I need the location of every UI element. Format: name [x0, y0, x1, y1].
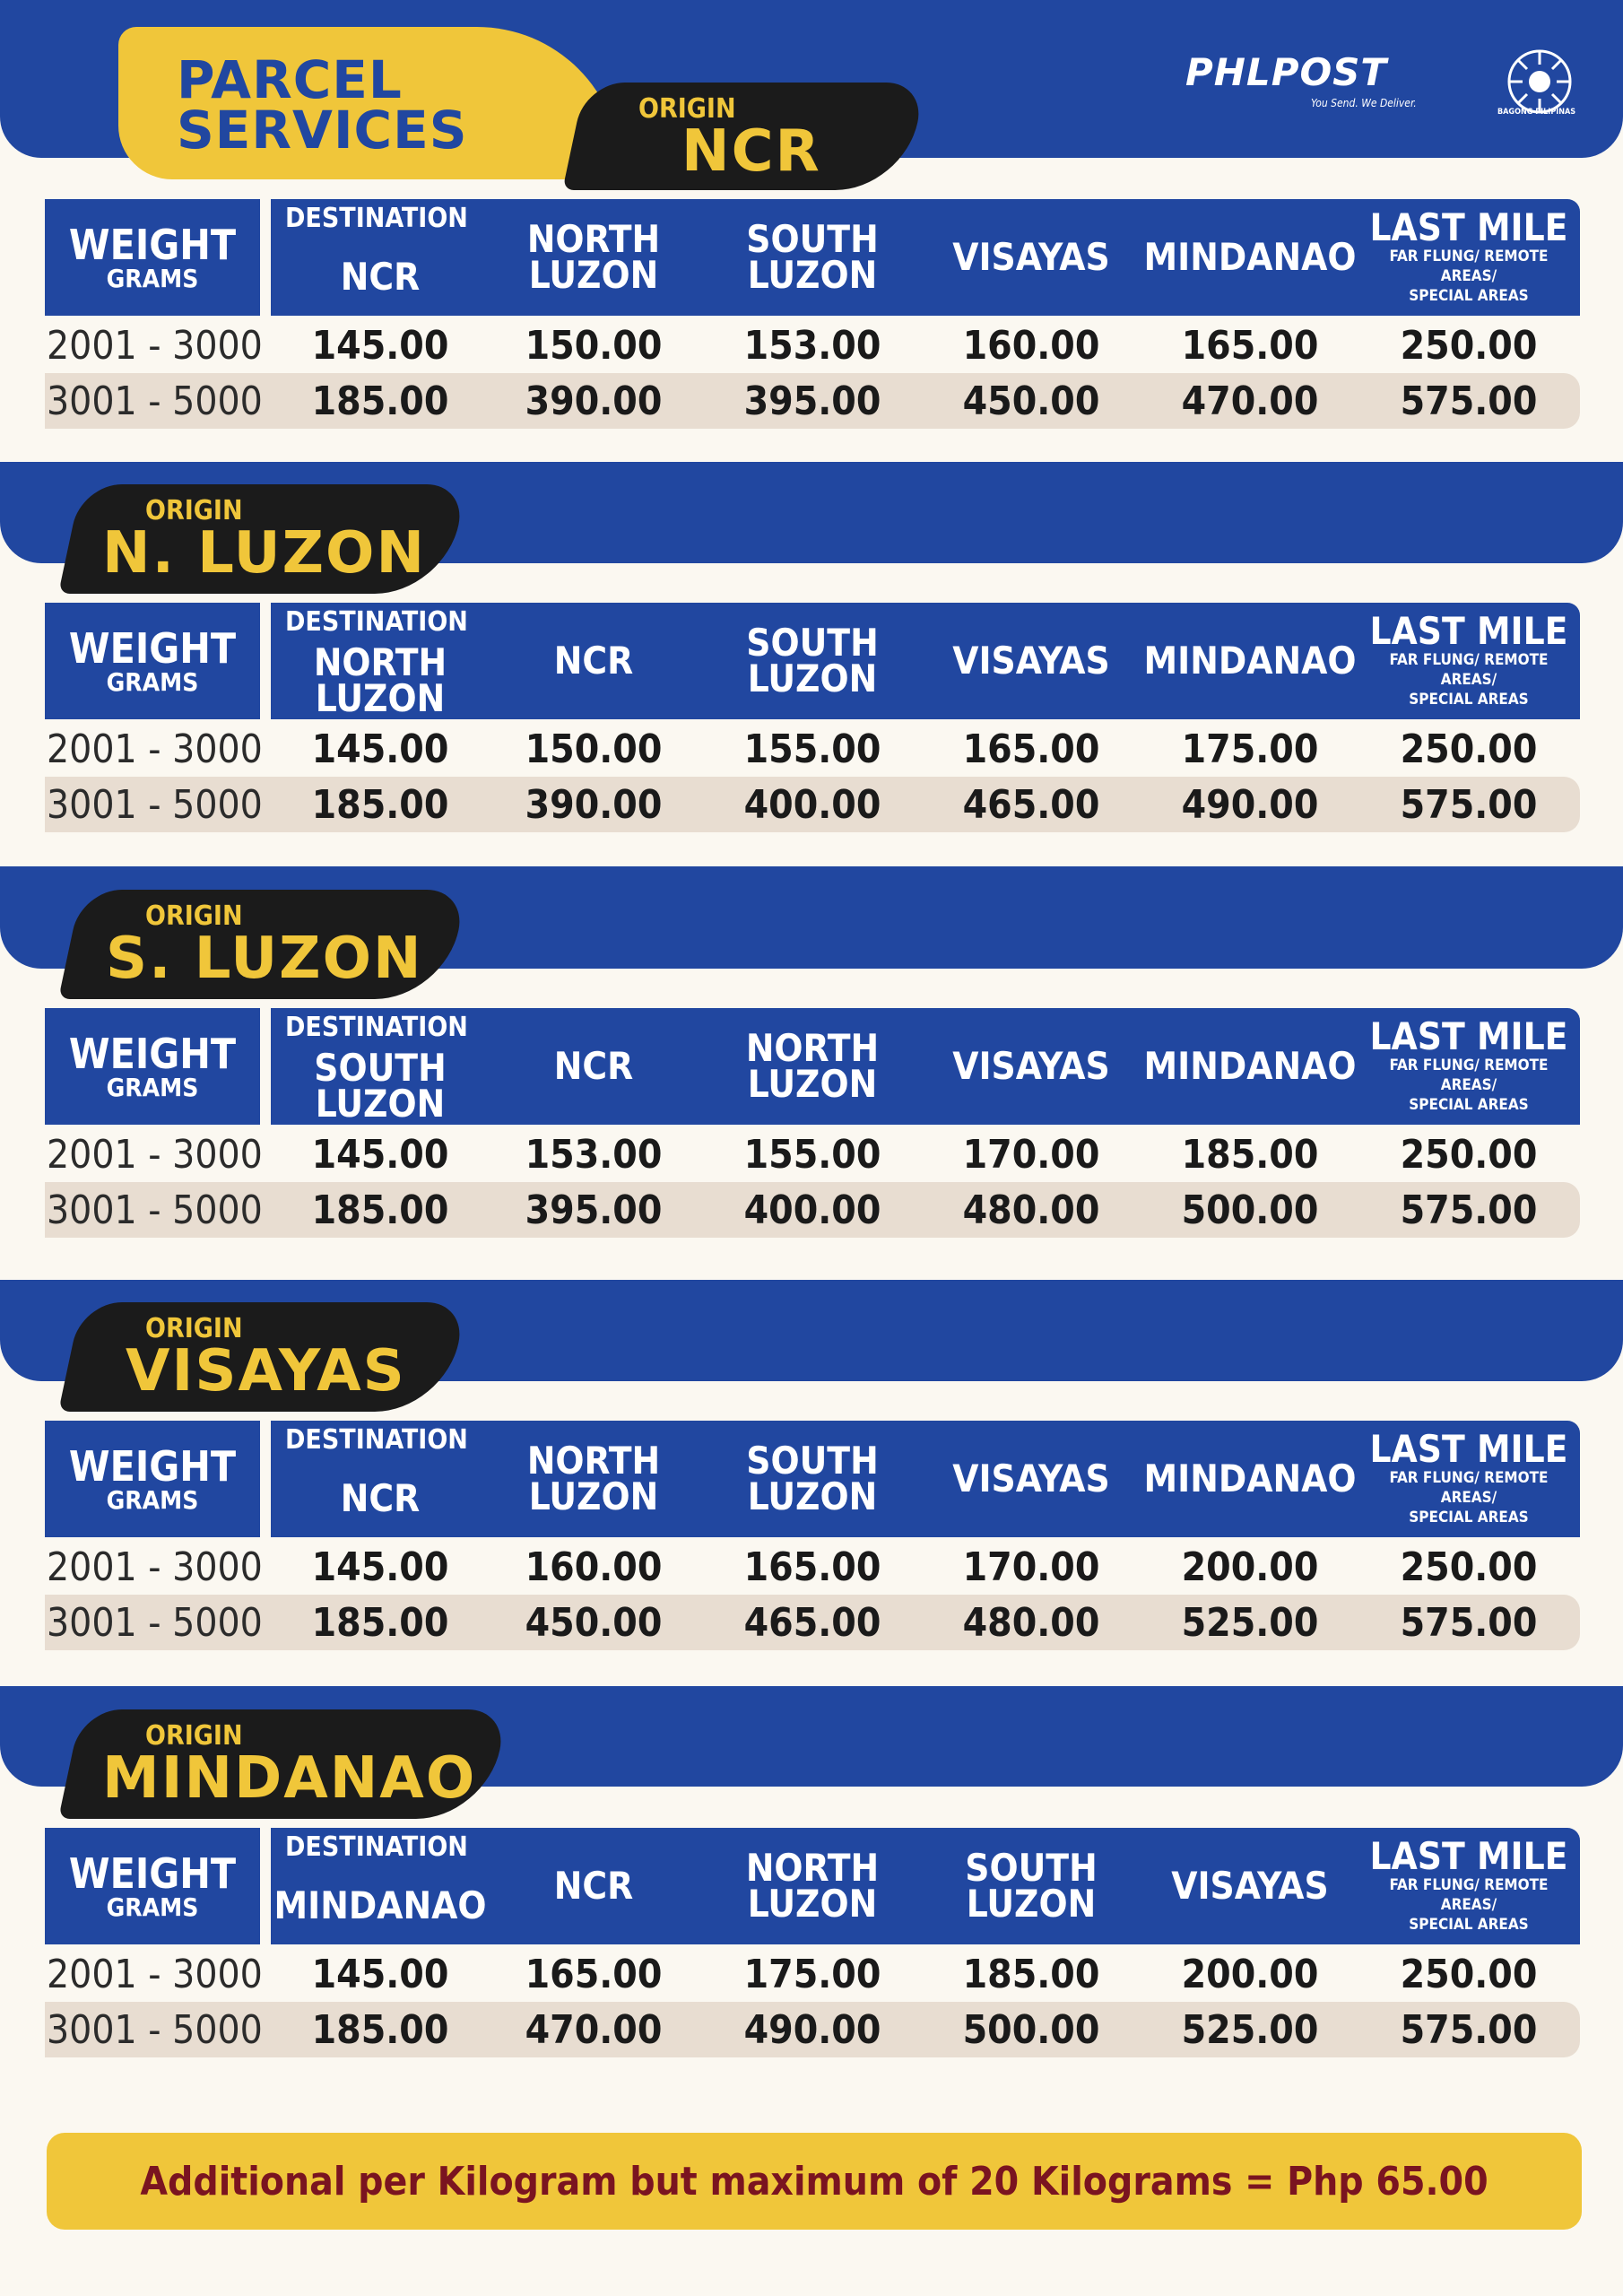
logo-tagline: You Send. We Deliver.: [1311, 97, 1417, 109]
column-header-line: LUZON: [747, 253, 878, 297]
rate-value: 250.00: [1400, 323, 1538, 369]
last-mile-sub-1: FAR FLUNG/ REMOTE AREAS/: [1389, 1876, 1549, 1914]
grams-label: GRAMS: [106, 667, 199, 697]
column-header-line: NCR: [553, 1044, 634, 1088]
rate-value: 525.00: [1181, 2007, 1319, 2053]
rate-value: 185.00: [311, 1600, 449, 1646]
rate-value: 155.00: [743, 1132, 881, 1178]
column-header-line: MINDANAO: [273, 1883, 487, 1927]
last-mile-sub-2: SPECIAL AREAS: [1409, 1096, 1529, 1114]
column-header-line: VISAYAS: [1171, 1864, 1329, 1908]
column-header-line: NCR: [340, 1476, 421, 1520]
column-header-line: SOUTH: [965, 1846, 1098, 1890]
grams-label: GRAMS: [106, 1485, 199, 1515]
weight-range: 3001 - 5000: [47, 782, 263, 828]
rate-value: 155.00: [743, 726, 881, 772]
rate-value: 160.00: [962, 323, 1100, 369]
column-header: [484, 603, 703, 719]
column-header-line: NORTH: [313, 640, 447, 684]
origin-name: VISAYAS: [126, 1338, 406, 1405]
weight-range: 2001 - 3000: [47, 1544, 263, 1590]
column-header: [922, 603, 1141, 719]
last-mile-label: LAST MILE: [1369, 205, 1568, 249]
rate-value: 470.00: [525, 2007, 663, 2053]
destination-header: [271, 1008, 1580, 1125]
grams-label: GRAMS: [106, 1892, 199, 1922]
column-header: [271, 1421, 490, 1557]
column-header: [271, 603, 490, 739]
column-header: [703, 1421, 922, 1537]
grams-label: GRAMS: [106, 1073, 199, 1102]
last-mile-sub-2: SPECIAL AREAS: [1409, 1509, 1529, 1526]
column-header-line: MINDANAO: [1143, 235, 1357, 279]
rate-value: 185.00: [311, 2007, 449, 2053]
weight-range: 3001 - 5000: [47, 1187, 263, 1233]
origin-label: ORIGIN: [145, 1720, 243, 1752]
rate-value: 153.00: [525, 1132, 663, 1178]
last-mile-sub-2: SPECIAL AREAS: [1409, 1916, 1529, 1934]
column-header: [1141, 1828, 1359, 1944]
rate-value: 160.00: [525, 1544, 663, 1590]
footer-note: [47, 2133, 1582, 2230]
column-header: [1141, 1008, 1359, 1125]
rate-value: 170.00: [962, 1132, 1100, 1178]
column-header-line: LUZON: [747, 657, 878, 700]
last-mile-header: [1359, 1008, 1578, 1125]
rate-value: 145.00: [311, 1544, 449, 1590]
rate-value: 400.00: [743, 782, 881, 828]
column-header: [922, 199, 1141, 316]
last-mile-label: LAST MILE: [1369, 609, 1568, 653]
rate-value: 250.00: [1400, 726, 1538, 772]
column-header-line: LUZON: [315, 676, 446, 720]
column-header: [703, 199, 922, 316]
rate-value: 165.00: [962, 726, 1100, 772]
column-header: [922, 1828, 1141, 1944]
rate-value: 395.00: [743, 378, 881, 424]
table-row: [45, 777, 1580, 832]
weight-range: 2001 - 3000: [47, 323, 263, 369]
column-header-line: LUZON: [966, 1882, 1097, 1926]
table-row: [45, 1539, 1580, 1595]
rate-value: 390.00: [525, 378, 663, 424]
title-line-1: PARCEL: [177, 49, 403, 110]
rate-value: 145.00: [311, 1952, 449, 1997]
last-mile-sub-1: FAR FLUNG/ REMOTE AREAS/: [1389, 248, 1549, 285]
weight-header: [45, 603, 260, 719]
rate-value: 575.00: [1400, 1187, 1538, 1233]
column-header: [703, 603, 922, 719]
column-header-line: VISAYAS: [952, 1044, 1110, 1088]
weight-label: WEIGHT: [68, 1849, 237, 1898]
last-mile-sub-1: FAR FLUNG/ REMOTE AREAS/: [1389, 1469, 1549, 1507]
column-header-line: VISAYAS: [952, 235, 1110, 279]
rate-value: 150.00: [525, 726, 663, 772]
last-mile-label: LAST MILE: [1369, 1427, 1568, 1471]
rate-value: 400.00: [743, 1187, 881, 1233]
rate-value: 525.00: [1181, 1600, 1319, 1646]
rate-value: 490.00: [1181, 782, 1319, 828]
column-header: [271, 1828, 490, 1964]
rate-value: 575.00: [1400, 2007, 1538, 2053]
weight-range: 2001 - 3000: [47, 726, 263, 772]
last-mile-sub-2: SPECIAL AREAS: [1409, 287, 1529, 305]
column-header: [1141, 1421, 1359, 1537]
table-row: [45, 1946, 1580, 2002]
column-header: [484, 1008, 703, 1125]
column-header-line: NCR: [553, 1864, 634, 1908]
weight-header: [45, 1421, 260, 1537]
rate-value: 185.00: [1181, 1132, 1319, 1178]
column-header-line: SOUTH: [746, 1439, 879, 1483]
weight-label: WEIGHT: [68, 221, 237, 269]
last-mile-sub-2: SPECIAL AREAS: [1409, 691, 1529, 709]
last-mile-header: [1359, 603, 1578, 719]
weight-header: [45, 199, 260, 316]
column-header-line: MINDANAO: [1143, 1044, 1357, 1088]
destination-header: [271, 1828, 1580, 1944]
column-header: [271, 1008, 490, 1144]
destination-label: DESTINATION: [285, 606, 468, 638]
seal-label: BAGONG PILIPINAS: [1497, 108, 1576, 117]
weight-range: 3001 - 5000: [47, 378, 263, 424]
rate-value: 170.00: [962, 1544, 1100, 1590]
weight-range: 2001 - 3000: [47, 1132, 263, 1178]
rate-value: 165.00: [1181, 323, 1319, 369]
column-header: [1141, 603, 1359, 719]
weight-header: [45, 1008, 260, 1125]
column-header-line: MINDANAO: [1143, 1457, 1357, 1500]
weight-range: 2001 - 3000: [47, 1952, 263, 1997]
origin-label: ORIGIN: [145, 900, 243, 932]
title-line-2: SERVICES: [177, 100, 468, 161]
table-row: [45, 721, 1580, 777]
last-mile-sub-1: FAR FLUNG/ REMOTE AREAS/: [1389, 651, 1549, 689]
origin-name: NCR: [681, 118, 821, 185]
rate-value: 250.00: [1400, 1132, 1538, 1178]
column-header-line: SOUTH: [746, 621, 879, 665]
column-header-line: LUZON: [747, 1474, 878, 1518]
origin-name: MINDANAO: [102, 1745, 477, 1812]
column-header-line: LUZON: [528, 253, 659, 297]
footer-text: Additional per Kilogram but maximum of 20 Kilograms = Php 65.00: [140, 2158, 1488, 2205]
rate-value: 175.00: [743, 1952, 881, 1997]
destination-label: DESTINATION: [285, 1012, 468, 1043]
origin-label: ORIGIN: [145, 495, 243, 526]
destination-header: [271, 1421, 1580, 1537]
rate-value: 250.00: [1400, 1952, 1538, 1997]
rate-value: 575.00: [1400, 1600, 1538, 1646]
destination-label: DESTINATION: [285, 1424, 468, 1456]
weight-label: WEIGHT: [68, 624, 237, 673]
table-row: [45, 1126, 1580, 1182]
rate-value: 145.00: [311, 323, 449, 369]
column-header-line: NORTH: [526, 1439, 661, 1483]
bagong-pilipinas-seal-icon: [1506, 48, 1573, 115]
destination-header: [271, 199, 1580, 316]
weight-header: [45, 1828, 260, 1944]
column-header: [484, 199, 703, 316]
last-mile-label: LAST MILE: [1369, 1014, 1568, 1058]
rate-value: 575.00: [1400, 782, 1538, 828]
rate-value: 465.00: [962, 782, 1100, 828]
rate-value: 185.00: [311, 378, 449, 424]
column-header: [922, 1421, 1141, 1537]
column-header-line: MINDANAO: [1143, 639, 1357, 683]
rate-value: 145.00: [311, 1132, 449, 1178]
rate-value: 450.00: [525, 1600, 663, 1646]
column-header-line: SOUTH: [314, 1046, 447, 1090]
column-header-line: NCR: [553, 639, 634, 683]
column-header-line: NORTH: [745, 1846, 880, 1890]
rate-value: 200.00: [1181, 1952, 1319, 1997]
column-header: [703, 1828, 922, 1944]
rate-value: 150.00: [525, 323, 663, 369]
origin-name: S. LUZON: [106, 926, 423, 992]
rate-value: 395.00: [525, 1187, 663, 1233]
column-header-line: VISAYAS: [952, 1457, 1110, 1500]
column-header-line: LUZON: [747, 1062, 878, 1106]
destination-header: [271, 603, 1580, 719]
rate-value: 490.00: [743, 2007, 881, 2053]
rate-value: 500.00: [962, 2007, 1100, 2053]
last-mile-header: [1359, 199, 1578, 316]
last-mile-sub-1: FAR FLUNG/ REMOTE AREAS/: [1389, 1057, 1549, 1094]
column-header: [484, 1828, 703, 1944]
rate-value: 470.00: [1181, 378, 1319, 424]
rate-value: 185.00: [311, 1187, 449, 1233]
column-header: [484, 1421, 703, 1537]
rate-value: 145.00: [311, 726, 449, 772]
column-header: [922, 1008, 1141, 1125]
weight-range: 3001 - 5000: [47, 1600, 263, 1646]
last-mile-header: [1359, 1828, 1578, 1944]
grams-label: GRAMS: [106, 264, 199, 293]
table-row: [45, 1182, 1580, 1238]
rate-value: 450.00: [962, 378, 1100, 424]
column-header-line: SOUTH: [746, 217, 879, 261]
rate-value: 165.00: [743, 1544, 881, 1590]
last-mile-label: LAST MILE: [1369, 1834, 1568, 1878]
rate-value: 480.00: [962, 1187, 1100, 1233]
column-header-line: LUZON: [528, 1474, 659, 1518]
logo-text: PHLPOST: [1185, 50, 1388, 94]
rate-value: 465.00: [743, 1600, 881, 1646]
origin-label: ORIGIN: [638, 93, 736, 125]
table-row: [45, 373, 1580, 429]
rate-value: 165.00: [525, 1952, 663, 1997]
table-row: [45, 317, 1580, 373]
title-tab: [118, 27, 621, 179]
rate-value: 185.00: [311, 782, 449, 828]
column-header: [271, 199, 490, 335]
rate-value: 390.00: [525, 782, 663, 828]
column-header-line: LUZON: [747, 1882, 878, 1926]
last-mile-header: [1359, 1421, 1578, 1537]
weight-label: WEIGHT: [68, 1030, 237, 1078]
destination-label: DESTINATION: [285, 203, 468, 234]
column-header-line: NORTH: [526, 217, 661, 261]
rate-value: 185.00: [962, 1952, 1100, 1997]
origin-label: ORIGIN: [145, 1313, 243, 1344]
rate-value: 153.00: [743, 323, 881, 369]
rate-value: 480.00: [962, 1600, 1100, 1646]
weight-range: 3001 - 5000: [47, 2007, 263, 2053]
rate-value: 175.00: [1181, 726, 1319, 772]
column-header-line: NCR: [340, 255, 421, 299]
table-row: [45, 1595, 1580, 1650]
rate-value: 250.00: [1400, 1544, 1538, 1590]
column-header-line: NORTH: [745, 1026, 880, 1070]
column-header: [703, 1008, 922, 1125]
destination-label: DESTINATION: [285, 1831, 468, 1863]
weight-label: WEIGHT: [68, 1442, 237, 1491]
column-header: [1141, 199, 1359, 316]
rate-value: 200.00: [1181, 1544, 1319, 1590]
origin-name: N. LUZON: [102, 520, 426, 587]
column-header-line: VISAYAS: [952, 639, 1110, 683]
rate-value: 575.00: [1400, 378, 1538, 424]
table-row: [45, 2002, 1580, 2057]
rate-value: 500.00: [1181, 1187, 1319, 1233]
column-header-line: LUZON: [315, 1082, 446, 1126]
